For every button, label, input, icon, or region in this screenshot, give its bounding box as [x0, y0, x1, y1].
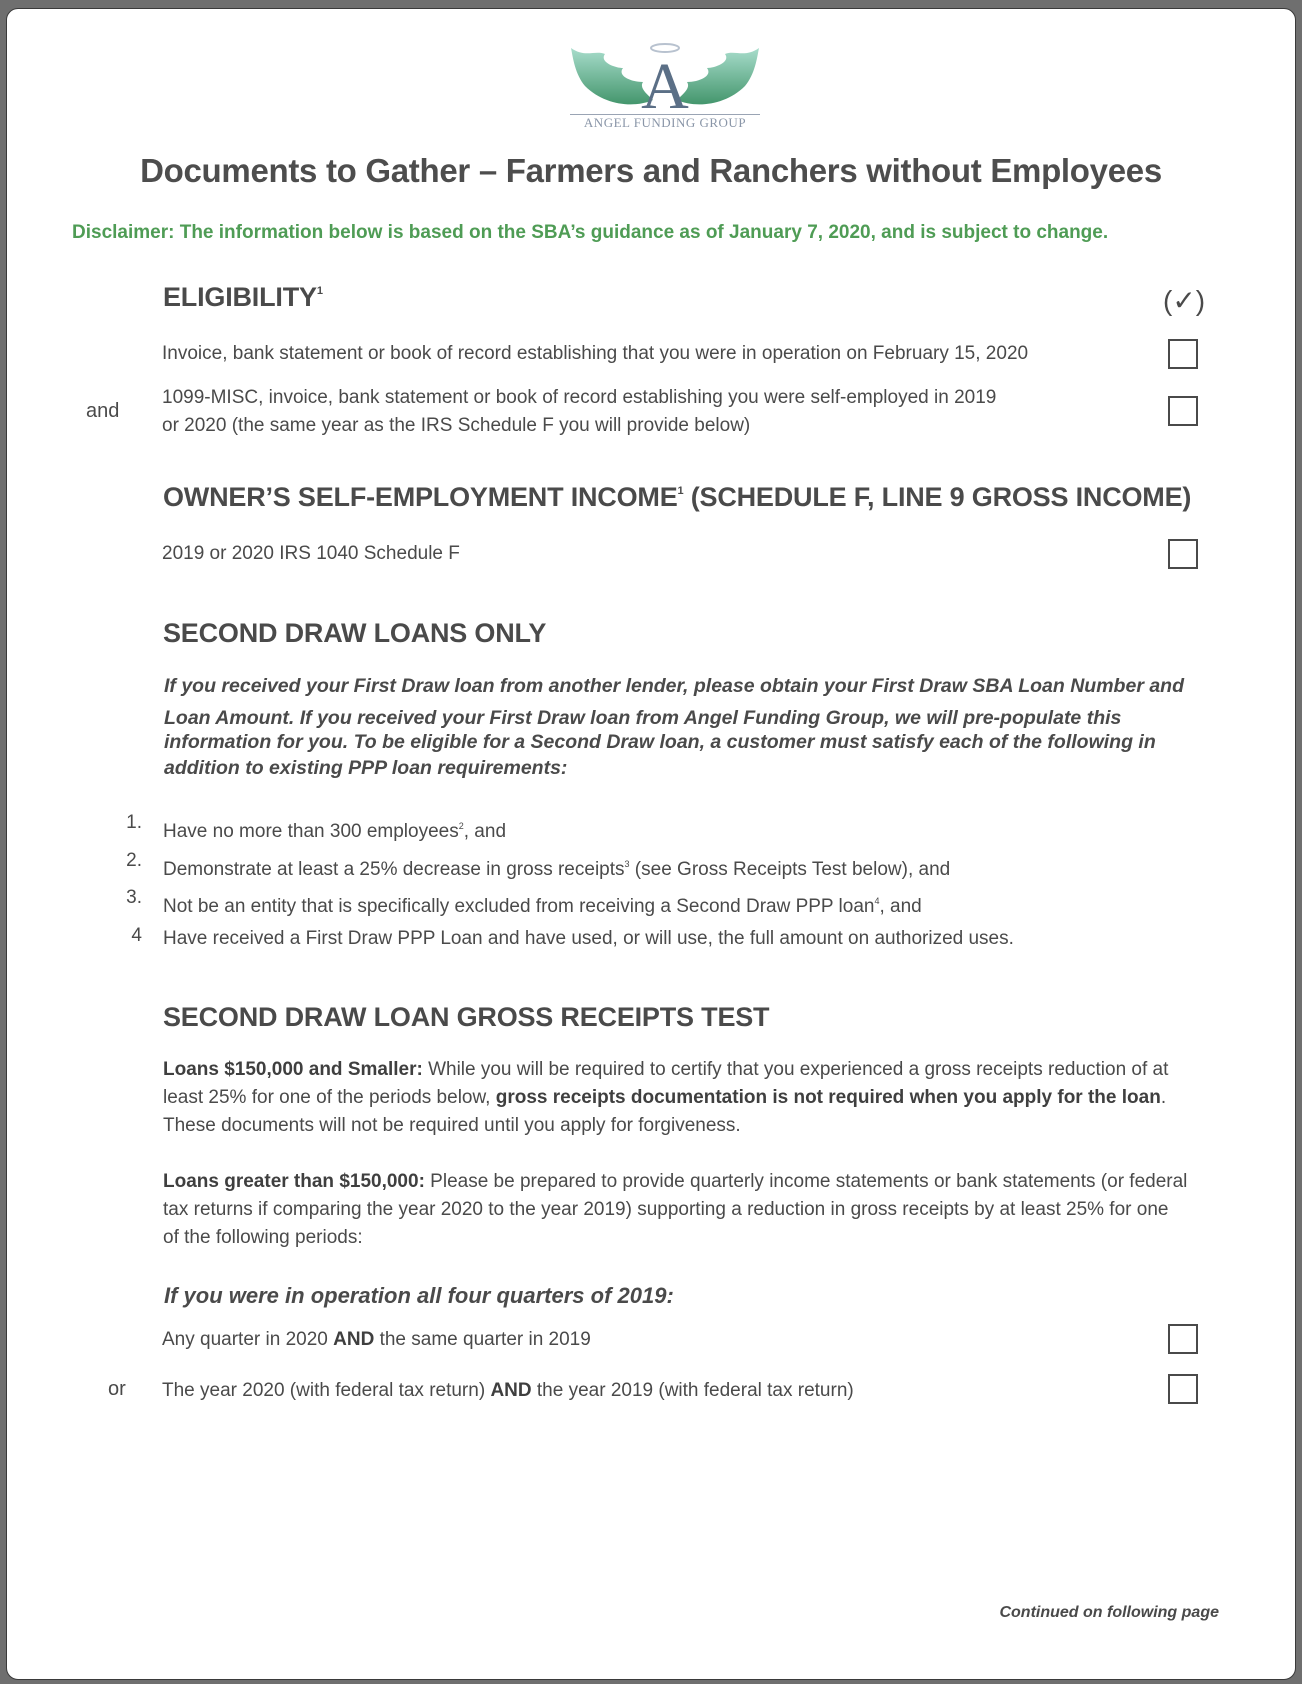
- list-number: 1.: [126, 812, 142, 833]
- second-draw-intro-line-4: addition to existing PPP loan requirements:: [164, 757, 568, 779]
- second-draw-heading: SECOND DRAW LOANS ONLY: [163, 618, 547, 648]
- eligibility-item-1: Invoice, bank statement or book of record establishing that you were in operation on February 15, 2020: [162, 343, 1029, 364]
- period-option-2-checkbox[interactable]: [1168, 1374, 1198, 1404]
- list-number: 2.: [126, 850, 142, 871]
- right-wing-icon: [677, 48, 759, 104]
- second-draw-intro-line-2: Loan Amount. If you received your First Draw loan from Angel Funding Group, we will pre-populate this: [164, 707, 1122, 729]
- eligibility-item-2-checkbox[interactable]: [1168, 396, 1198, 426]
- page-title: Documents to Gather – Farmers and Ranchers without Employees: [140, 152, 1162, 189]
- logo-letter: A: [641, 50, 689, 123]
- list-number: 3.: [126, 887, 142, 908]
- period-option-2: The year 2020 (with federal tax return) AND the year 2019 (with federal tax return): [162, 1380, 854, 1401]
- eligibility-item-2-line-1: 1099-MISC, invoice, bank statement or book of record establishing you were self-employed in 2019: [162, 387, 997, 408]
- continued-note: Continued on following page: [999, 1604, 1219, 1621]
- income-item-1-checkbox[interactable]: [1168, 539, 1198, 569]
- eligibility-item-1-checkbox[interactable]: [1168, 339, 1198, 369]
- period-option-1: Any quarter in 2020 AND the same quarter in 2019: [162, 1329, 591, 1350]
- gross-receipts-heading: SECOND DRAW LOAN GROSS RECEIPTS TEST: [163, 1002, 770, 1032]
- large-loans-line-3: of the following periods:: [163, 1227, 363, 1248]
- logo-text: ANGEL FUNDING GROUP: [570, 114, 760, 131]
- small-loans-line-2: least 25% for one of the periods below, gross receipts documentation is not required when you apply for the loan.: [163, 1087, 1167, 1108]
- large-loans-line-1: Loans greater than $150,000: Please be prepared to provide quarterly income statements or bank statements (or federal: [163, 1171, 1188, 1192]
- second-draw-intro-line-3: information for you. To be eligible for a Second Draw loan, a customer must satisfy each of the following in: [164, 731, 1156, 753]
- list-item: Demonstrate at least a 25% decrease in gross receipts$^3$ (see Gross Receipts Test below), and: [163, 859, 951, 880]
- check-column-header: (✓): [1163, 285, 1206, 316]
- small-loans-line-1: Loans $150,000 and Smaller: While you will be required to certify that you experienced a gross receipts reduction of at: [163, 1059, 1169, 1080]
- list-item: Have received a First Draw PPP Loan and have used, or will use, the full amount on authorized uses.: [163, 928, 1014, 949]
- list-item: Have no more than 300 employees$^2$, and: [163, 821, 507, 842]
- second-draw-intro-line-1: If you received your First Draw loan from another lender, please obtain your First Draw SBA Loan Number and: [164, 675, 1184, 697]
- income-item-1: 2019 or 2020 IRS 1040 Schedule F: [162, 543, 460, 564]
- eligibility-heading: ELIGIBILITY$^1$: [163, 282, 323, 312]
- eligibility-item-2-line-2: or 2020 (the same year as the IRS Schedule F you will provide below): [162, 415, 751, 436]
- period-option-1-checkbox[interactable]: [1168, 1324, 1198, 1354]
- and-connector: and: [86, 400, 120, 422]
- or-connector: or: [108, 1378, 126, 1400]
- small-loans-line-3: These documents will not be required until you apply for forgiveness.: [163, 1115, 741, 1136]
- income-heading: OWNER’S SELF-EMPLOYMENT INCOME$^1$ (SCHEDULE F, LINE 9 GROSS INCOME): [163, 482, 1192, 512]
- operation-subheading: If you were in operation all four quarters of 2019:: [164, 1283, 674, 1308]
- large-loans-line-2: tax returns if comparing the year 2020 to the year 2019) supporting a reduction in gross receipts by at least 25% for one: [163, 1199, 1169, 1220]
- list-item: Not be an entity that is specifically excluded from receiving a Second Draw PPP loan$^4$, and: [163, 896, 922, 917]
- disclaimer: Disclaimer: The information below is based on the SBA’s guidance as of January 7, 2020, and is subject to change.: [72, 222, 1109, 243]
- list-number: 4: [131, 925, 142, 946]
